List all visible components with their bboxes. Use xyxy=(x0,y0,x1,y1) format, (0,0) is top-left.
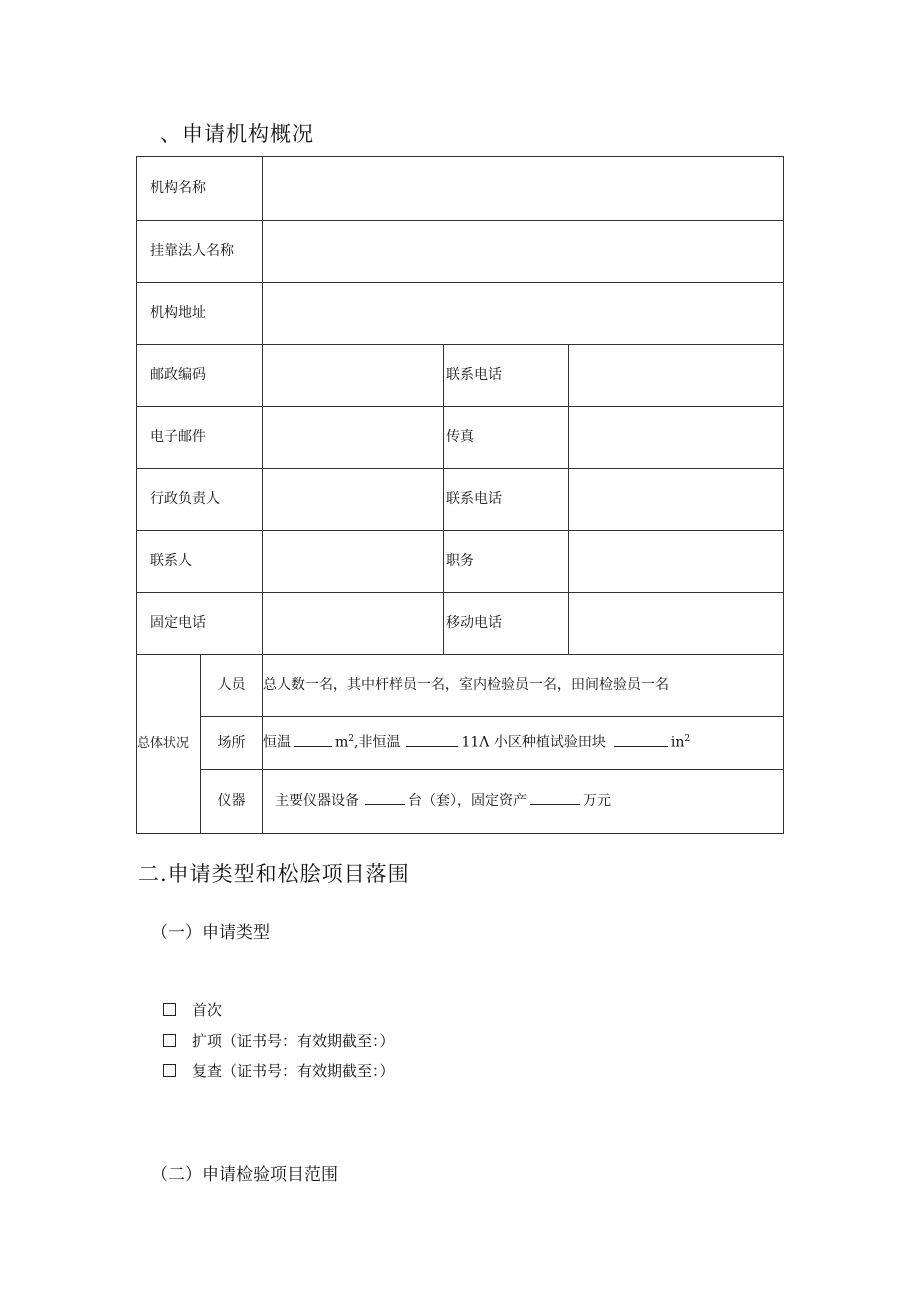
postcode-field[interactable] xyxy=(263,345,444,407)
landline-label: 固定电话 xyxy=(137,593,263,655)
inspection-scope-heading: （二）申请检验项目范围 xyxy=(151,1165,338,1185)
application-type-heading: （一）申请类型 xyxy=(151,923,270,943)
mobile-label: 移动电话 xyxy=(444,593,569,655)
instrument-text-part1: 主要仪器设备 xyxy=(275,793,359,810)
org-name-field[interactable] xyxy=(263,157,784,221)
option-review[interactable] xyxy=(163,1060,395,1081)
position-label: 职务 xyxy=(444,531,569,593)
postcode-label: 邮政编码 xyxy=(137,345,263,407)
fax-label: 传真 xyxy=(444,407,569,469)
unheated-area-blank[interactable] xyxy=(406,745,458,747)
checkbox-first[interactable] xyxy=(163,1003,176,1016)
site-text-part3: ,非恒温 xyxy=(354,734,401,751)
instrument-label: 仪器 xyxy=(201,770,263,834)
email-field[interactable] xyxy=(263,407,444,469)
site-text xyxy=(263,717,784,770)
option-extension[interactable] xyxy=(163,1030,395,1051)
site-label: 场所 xyxy=(201,717,263,770)
position-field[interactable] xyxy=(569,531,784,593)
checkbox-extension[interactable] xyxy=(163,1034,176,1047)
org-name-label: 机构名称 xyxy=(137,157,263,221)
landline-field[interactable] xyxy=(263,593,444,655)
section1-title: 、申请机构概况 xyxy=(160,122,314,146)
personnel-text: 总人数一名，其中杆样员一名，室内检验员一名，田间检验员一名 xyxy=(263,655,784,717)
address-field[interactable] xyxy=(263,283,784,345)
org-overview-table xyxy=(136,156,784,834)
overall-status-label: 总体状况 xyxy=(137,655,201,834)
site-text-part4: 11Λ 小区种植试验田块 xyxy=(461,734,606,751)
site-sup2: 2 xyxy=(684,734,691,745)
instrument-count-blank[interactable] xyxy=(365,803,405,805)
fax-field[interactable] xyxy=(569,407,784,469)
phone-label: 联系电话 xyxy=(444,345,569,407)
address-label: 机构地址 xyxy=(137,283,263,345)
option-review-label: 复查（证书号：有效期截至：） xyxy=(192,1062,395,1080)
site-text-part1: 恒温 xyxy=(263,734,291,751)
email-label: 电子邮件 xyxy=(137,407,263,469)
site-text-part5: in xyxy=(670,734,685,751)
legal-entity-field[interactable] xyxy=(263,221,784,283)
legal-entity-label: 挂靠法人名称 xyxy=(137,221,263,283)
mobile-field[interactable] xyxy=(569,593,784,655)
option-first[interactable] xyxy=(163,999,222,1020)
admin-head-label: 行政负责人 xyxy=(137,469,263,531)
admin-head-field[interactable] xyxy=(263,469,444,531)
instrument-text xyxy=(263,770,784,834)
personnel-label: 人员 xyxy=(201,655,263,717)
checkbox-review[interactable] xyxy=(163,1064,176,1077)
fixed-assets-blank[interactable] xyxy=(530,803,580,805)
admin-phone-field[interactable] xyxy=(569,469,784,531)
heated-area-blank[interactable] xyxy=(294,745,332,747)
instrument-text-part3: 万元 xyxy=(583,793,611,810)
admin-phone-label: 联系电话 xyxy=(444,469,569,531)
contact-label: 联系人 xyxy=(137,531,263,593)
site-text-part2: m xyxy=(335,734,349,751)
section2-title: 二.申请类型和松脍项目落围 xyxy=(138,862,410,886)
phone-field[interactable] xyxy=(569,345,784,407)
option-extension-label: 扩项（证书号：有效期截至：） xyxy=(192,1032,395,1050)
instrument-text-part2: 台（套），固定资产 xyxy=(408,793,527,810)
option-first-label: 首次 xyxy=(192,1001,223,1019)
contact-field[interactable] xyxy=(263,531,444,593)
field-area-blank[interactable] xyxy=(614,745,668,747)
site-sup1: 2 xyxy=(348,734,355,745)
